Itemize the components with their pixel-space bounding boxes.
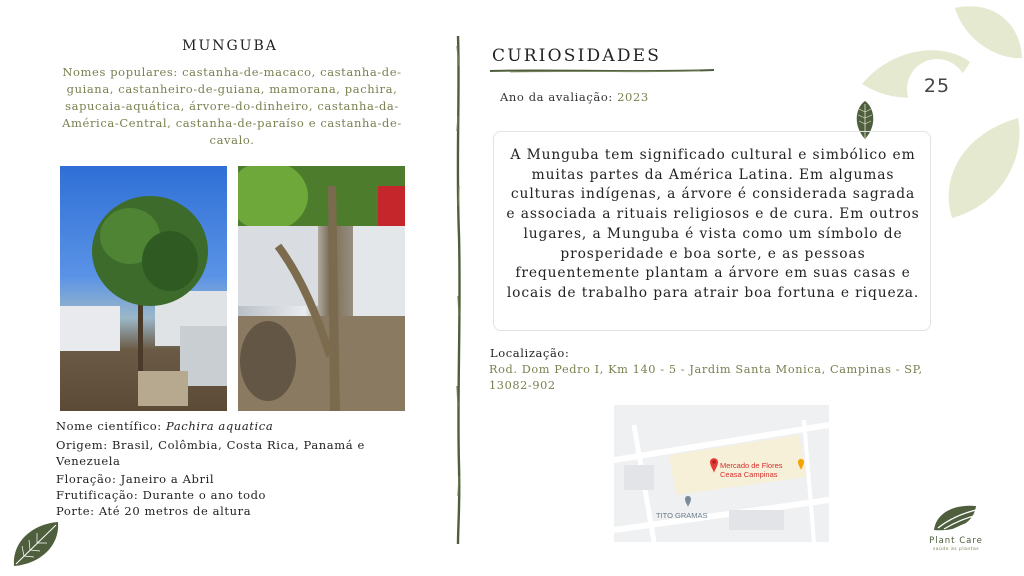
curiosity-text: A Munguba tem significado cultural e simbólico em muitas partes da América Latina. Em algumas culturas indígenas, a árvore é considerada sagrada e associada a rituais religiosos e de cura. Em outros lugares, a Munguba é vista como um símbolo de prosperidade e boa sorte, e as pessoas frequentemente plantam a árvore em suas casas e locais de trabalho para atrair boa fortuna e riqueza. [506, 147, 920, 301]
curiosity-card [493, 131, 931, 331]
evaluation-year-value: 2023 [617, 90, 649, 104]
popular-names: Nomes populares: castanha-de-macaco, castanha-de-guiana, castanheiro-de-guiana, mamorana, pachira, sapucaia-aquática, árvore-do-dinheiro, castanha-da-América-Central, castanha-de-paraíso e castanha-de-cavalo. [62, 65, 402, 147]
section-title: CURIOSIDADES [492, 46, 662, 66]
page-number: 25 [923, 75, 951, 97]
scientific-name-label: Nome científico: [56, 419, 167, 433]
size-text: Porte: Até 20 metros de altura [56, 504, 252, 518]
brand-tagline: saúde às plantas [932, 547, 980, 552]
leaf-icon [955, 6, 1022, 58]
brand-name: Plant Care [929, 536, 983, 546]
map-place-line2: Ceasa Campinas [720, 470, 778, 479]
plant-title: MUNGUBA [182, 38, 278, 54]
evaluation-year-label: Ano da avaliação: [500, 90, 618, 104]
scientific-name-line [56, 418, 436, 434]
column-divider [452, 36, 464, 544]
trunk-photo [238, 166, 405, 411]
origin-text: Origem: Brasil, Colômbia, Costa Rica, Panamá e Venezuela [56, 438, 365, 468]
title-underline [490, 66, 714, 76]
flowering-text: Floração: Janeiro a Abril [56, 472, 215, 486]
fruiting-text: Frutificação: Durante o ano todo [56, 488, 267, 502]
leaf-icon [10, 520, 62, 568]
location-map [614, 405, 829, 542]
map-place-line1: Mercado de Flores [720, 461, 783, 470]
scientific-name-value: Pachira aquatica [166, 419, 274, 433]
leaf-icon [949, 118, 1020, 218]
evaluation-year [500, 90, 649, 104]
plant-care-logo-icon [930, 502, 982, 534]
location-label: Localização: [490, 346, 570, 360]
location-address: Rod. Dom Pedro I, Km 140 - 5 - Jardim Santa Monica, Campinas - SP, 13082-902 [489, 363, 923, 392]
map-poi-label: TITO GRAMAS [656, 511, 708, 520]
tree-photo [60, 166, 227, 411]
